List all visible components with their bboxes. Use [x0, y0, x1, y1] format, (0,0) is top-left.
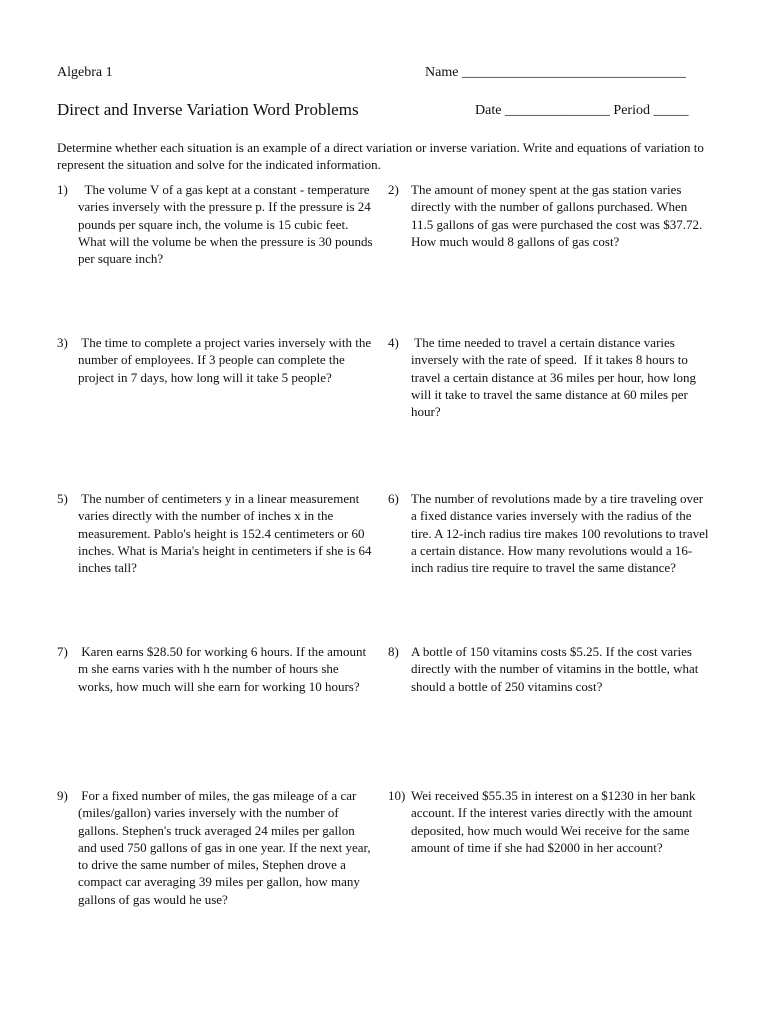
problem-text: The time needed to travel a certain distance varies inversely with the rate of speed. If it takes 8 hours to travel a certain distance at 36 miles per hour, how long will it take to travel the same distance at 60 miles per hour?	[411, 335, 700, 420]
problem-text: The volume V of a gas kept at a constant - temperature varies inversely with the pressure p. If the pressure is 24 pounds per square inch, the volume is 15 cubic feet. What will the volume be when the pressure is 30 pounds per square inch?	[78, 182, 376, 267]
problem-text: Karen earns $28.50 for working 6 hours. If the amount m she earns varies with h the number of hours she works, how much will she earn for working 10 hours?	[78, 644, 370, 694]
problem-text: The number of revolutions made by a tire traveling over a fixed distance varies inversely with the radius of the tire. A 12-inch radius tire makes 100 revolutions to travel a certain distance. How many revolutions would a 16-inch radius tire require to travel the same distance?	[411, 491, 709, 576]
course-label: Algebra 1	[57, 65, 113, 80]
problem-number: 10)	[388, 788, 406, 803]
problem-number: 8)	[388, 644, 399, 659]
problem-8	[388, 643, 711, 695]
problem-7	[57, 643, 375, 695]
problem-3	[57, 334, 375, 386]
problem-5	[57, 490, 375, 576]
problem-text: Wei received $55.35 in interest on a $1230 in her bank account. If the interest varies directly with the amount deposited, how much would Wei receive for the same amount of time if she had $2000 in her account?	[411, 788, 696, 855]
problem-number: 5)	[57, 491, 68, 506]
problem-text: For a fixed number of miles, the gas mileage of a car (miles/gallon) varies inversely with the number of gallons. Stephen's truck averaged 24 miles per gallon and used 750 gallons of gas in one year. If the next year, to drive the same number of miles, Stephen drove a compact car averaging 39 miles per gallon, how many gallons of gas would he use?	[78, 788, 374, 907]
problem-2	[388, 181, 711, 250]
problem-9	[57, 787, 375, 908]
name-field: Name ________________________________	[425, 65, 686, 80]
problem-6	[388, 490, 711, 576]
date-period-field: Date _______________ Period _____	[475, 103, 689, 118]
problem-number: 6)	[388, 491, 399, 506]
problem-number: 9)	[57, 788, 68, 803]
problem-text: The amount of money spent at the gas station varies directly with the number of gallons purchased. When 11.5 gallons of gas were purchased the cost was $37.72. How much would 8 gallons of gas cost?	[411, 182, 703, 249]
problem-number: 4)	[388, 335, 399, 350]
problem-4	[388, 334, 711, 420]
problem-number: 3)	[57, 335, 68, 350]
problem-text: The time to complete a project varies inversely with the number of employees. If 3 people can complete the project in 7 days, how long will it take 5 people?	[78, 335, 375, 385]
problem-text: The number of centimeters y in a linear measurement varies directly with the number of inches x in the measurement. Pablo's height is 152.4 centimeters or 60 inches. What is Maria's height in centimeters if she is 64 inches tall?	[78, 491, 375, 576]
problem-number: 2)	[388, 182, 399, 197]
problem-1	[57, 181, 375, 267]
worksheet-title: Direct and Inverse Variation Word Problems	[57, 100, 359, 119]
problem-10	[388, 787, 711, 856]
problem-number: 1)	[57, 182, 68, 197]
problem-number: 7)	[57, 644, 68, 659]
problem-text: A bottle of 150 vitamins costs $5.25. If the cost varies directly with the number of vitamins in the bottle, what should a bottle of 250 vitamins cost?	[411, 644, 699, 694]
instructions: Determine whether each situation is an example of a direct variation or inverse variation. Write and equations of variation to represent the situation and solve for the indicated information.	[57, 140, 704, 172]
